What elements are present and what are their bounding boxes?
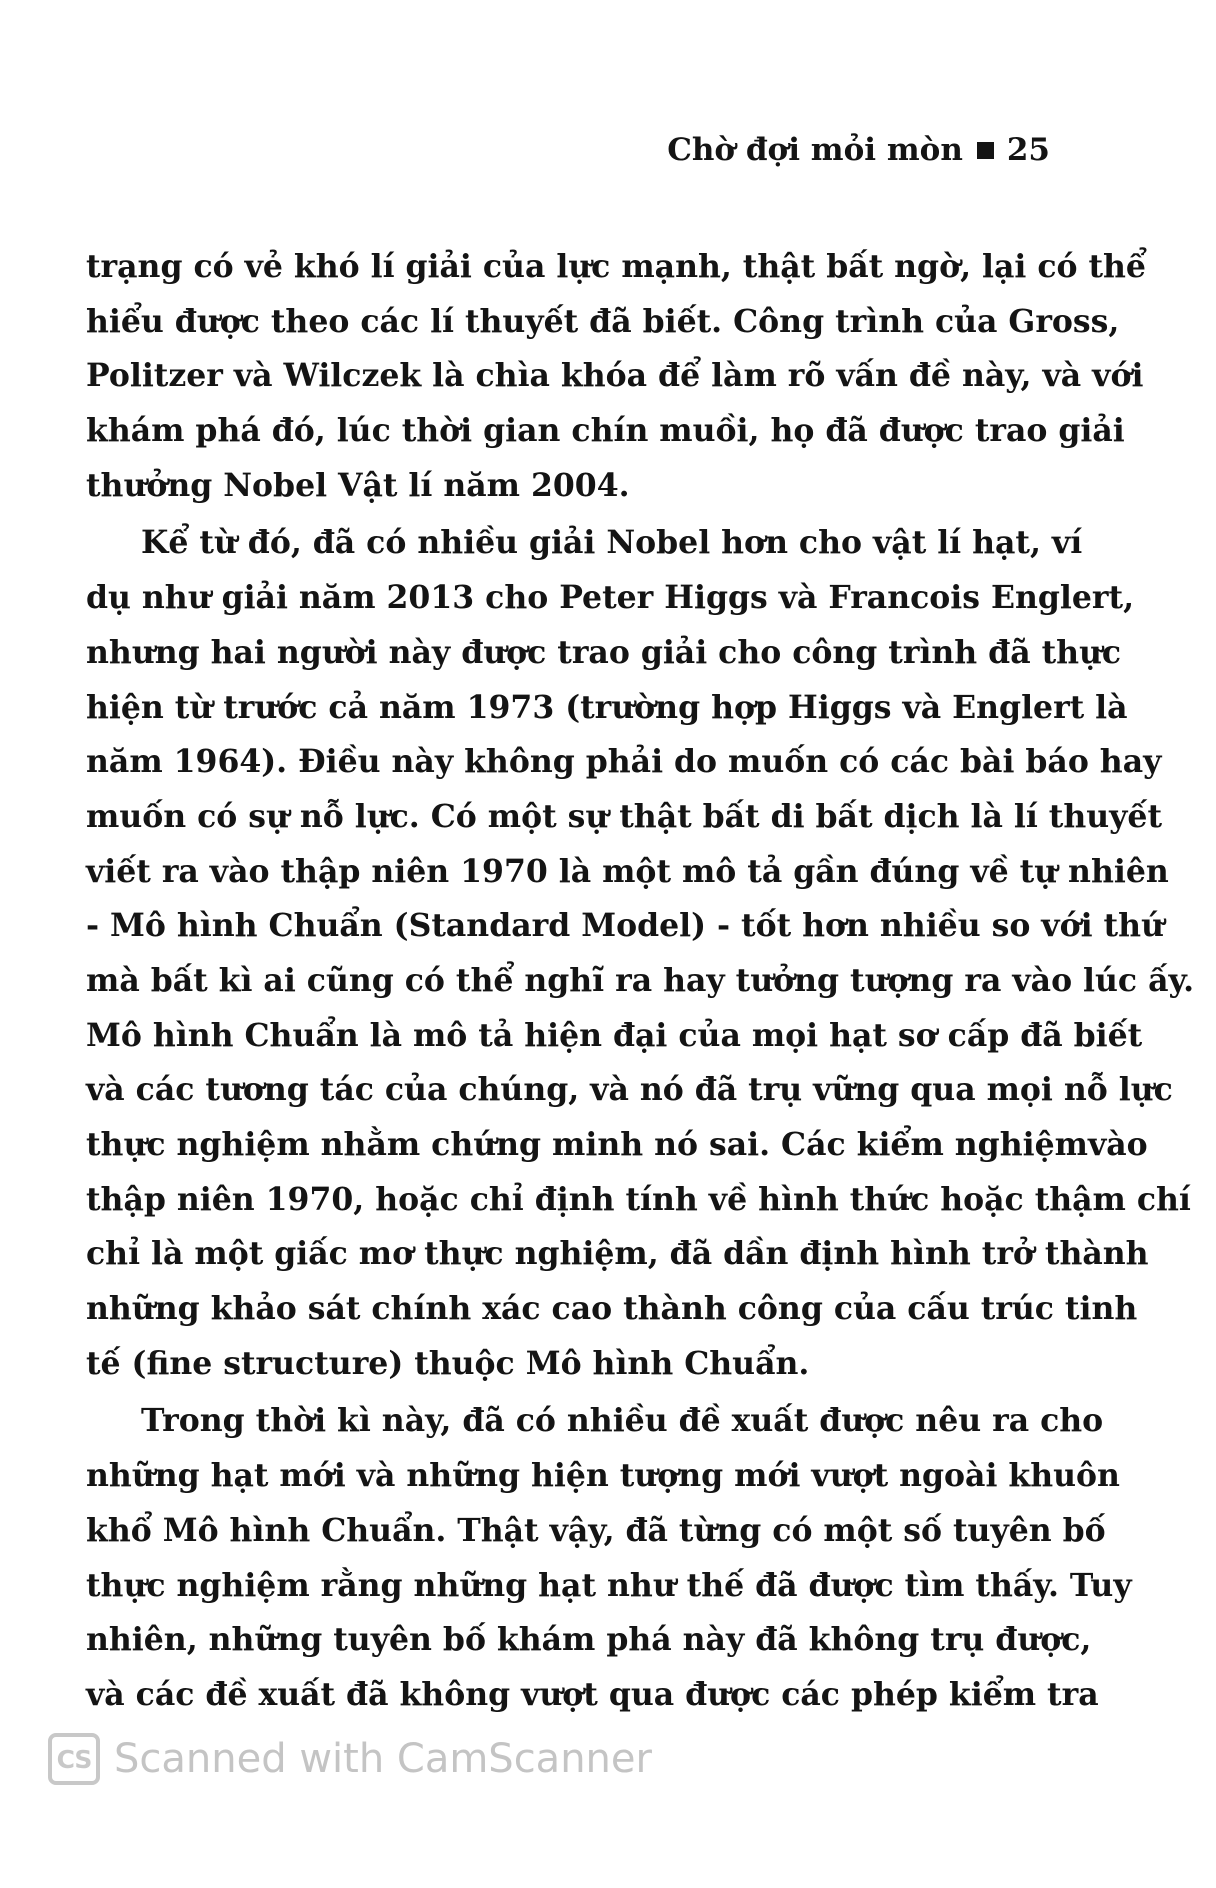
text-line: thực nghiệm rằng những hạt như thế đã được tìm thấy. Tuy bbox=[86, 1566, 1132, 1604]
text-line: hiểu được theo các lí thuyết đã biết. Công trình của Gross, bbox=[86, 302, 1120, 340]
text-line: trạng có vẻ khó lí giải của lực mạnh, thật bất ngờ, lại có thể bbox=[86, 248, 1146, 285]
text-line: - Mô hình Chuẩn (Standard Model) - tốt hơn nhiều so với thứ bbox=[86, 907, 1164, 945]
text-line: mà bất kì ai cũng có thể nghĩ ra hay tưởng tượng ra vào lúc ấy. bbox=[86, 961, 1195, 999]
text-line: Politzer và Wilczek là chìa khóa để làm rõ vấn đề này, và với bbox=[86, 357, 1144, 395]
running-header bbox=[667, 132, 1050, 168]
text-line: thực nghiệm nhằm chứng minh nó sai. Các kiểm nghiệmvào bbox=[86, 1126, 1148, 1163]
body-text bbox=[86, 240, 1195, 1723]
text-line: những hạt mới và những hiện tượng mới vượt ngoài khuôn bbox=[86, 1457, 1120, 1495]
watermark-text: Scanned with CamScanner bbox=[114, 1736, 652, 1782]
chapter-title: Chờ đợi mỏi mòn bbox=[667, 132, 963, 168]
text-line: Kể từ đó, đã có nhiều giải Nobel hơn cho vật lí hạt, ví bbox=[141, 524, 1083, 562]
text-line: dụ như giải năm 2013 cho Peter Higgs và Francois Englert, bbox=[86, 579, 1135, 617]
text-line: khổ Mô hình Chuẩn. Thật vậy, đã từng có một số tuyên bố bbox=[86, 1511, 1106, 1549]
text-line: khám phá đó, lúc thời gian chín muồi, họ đã được trao giải bbox=[86, 412, 1125, 450]
text-line: và các tương tác của chúng, và nó đã trụ vững qua mọi nỗ lực bbox=[86, 1071, 1173, 1109]
camscanner-logo-icon: CS bbox=[48, 1733, 100, 1785]
text-line: những khảo sát chính xác cao thành công của cấu trúc tinh bbox=[86, 1290, 1138, 1328]
text-line: muốn có sự nỗ lực. Có một sự thật bất di bất dịch là lí thuyết bbox=[86, 797, 1163, 835]
text-line: Trong thời kì này, đã có nhiều đề xuất được nêu ra cho bbox=[141, 1402, 1104, 1440]
text-line: chỉ là một giấc mơ thực nghiệm, đã dần định hình trở thành bbox=[86, 1235, 1149, 1273]
text-line: nhiên, những tuyên bố khám phá này đã không trụ được, bbox=[86, 1621, 1092, 1659]
camscanner-watermark bbox=[48, 1733, 652, 1785]
text-line: hiện từ trước cả năm 1973 (trường hợp Higgs và Englert là bbox=[86, 688, 1128, 726]
text-line: thập niên 1970, hoặc chỉ định tính về hình thức hoặc thậm chí bbox=[86, 1180, 1191, 1218]
text-line: Mô hình Chuẩn là mô tả hiện đại của mọi hạt sơ cấp đã biết bbox=[86, 1016, 1143, 1054]
text-line: viết ra vào thập niên 1970 là một mô tả gần đúng về tự nhiên bbox=[86, 852, 1169, 890]
text-line: và các đề xuất đã không vượt qua được các phép kiểm tra bbox=[86, 1675, 1099, 1713]
square-bullet-icon bbox=[977, 142, 994, 159]
page-number: 25 bbox=[1006, 132, 1050, 168]
text-line: năm 1964). Điều này không phải do muốn có các bài báo hay bbox=[86, 743, 1162, 781]
text-line: thưởng Nobel Vật lí năm 2004. bbox=[86, 466, 630, 504]
text-line: nhưng hai người này được trao giải cho công trình đã thực bbox=[86, 633, 1122, 671]
text-line: tế (fine structure) thuộc Mô hình Chuẩn. bbox=[86, 1344, 810, 1382]
